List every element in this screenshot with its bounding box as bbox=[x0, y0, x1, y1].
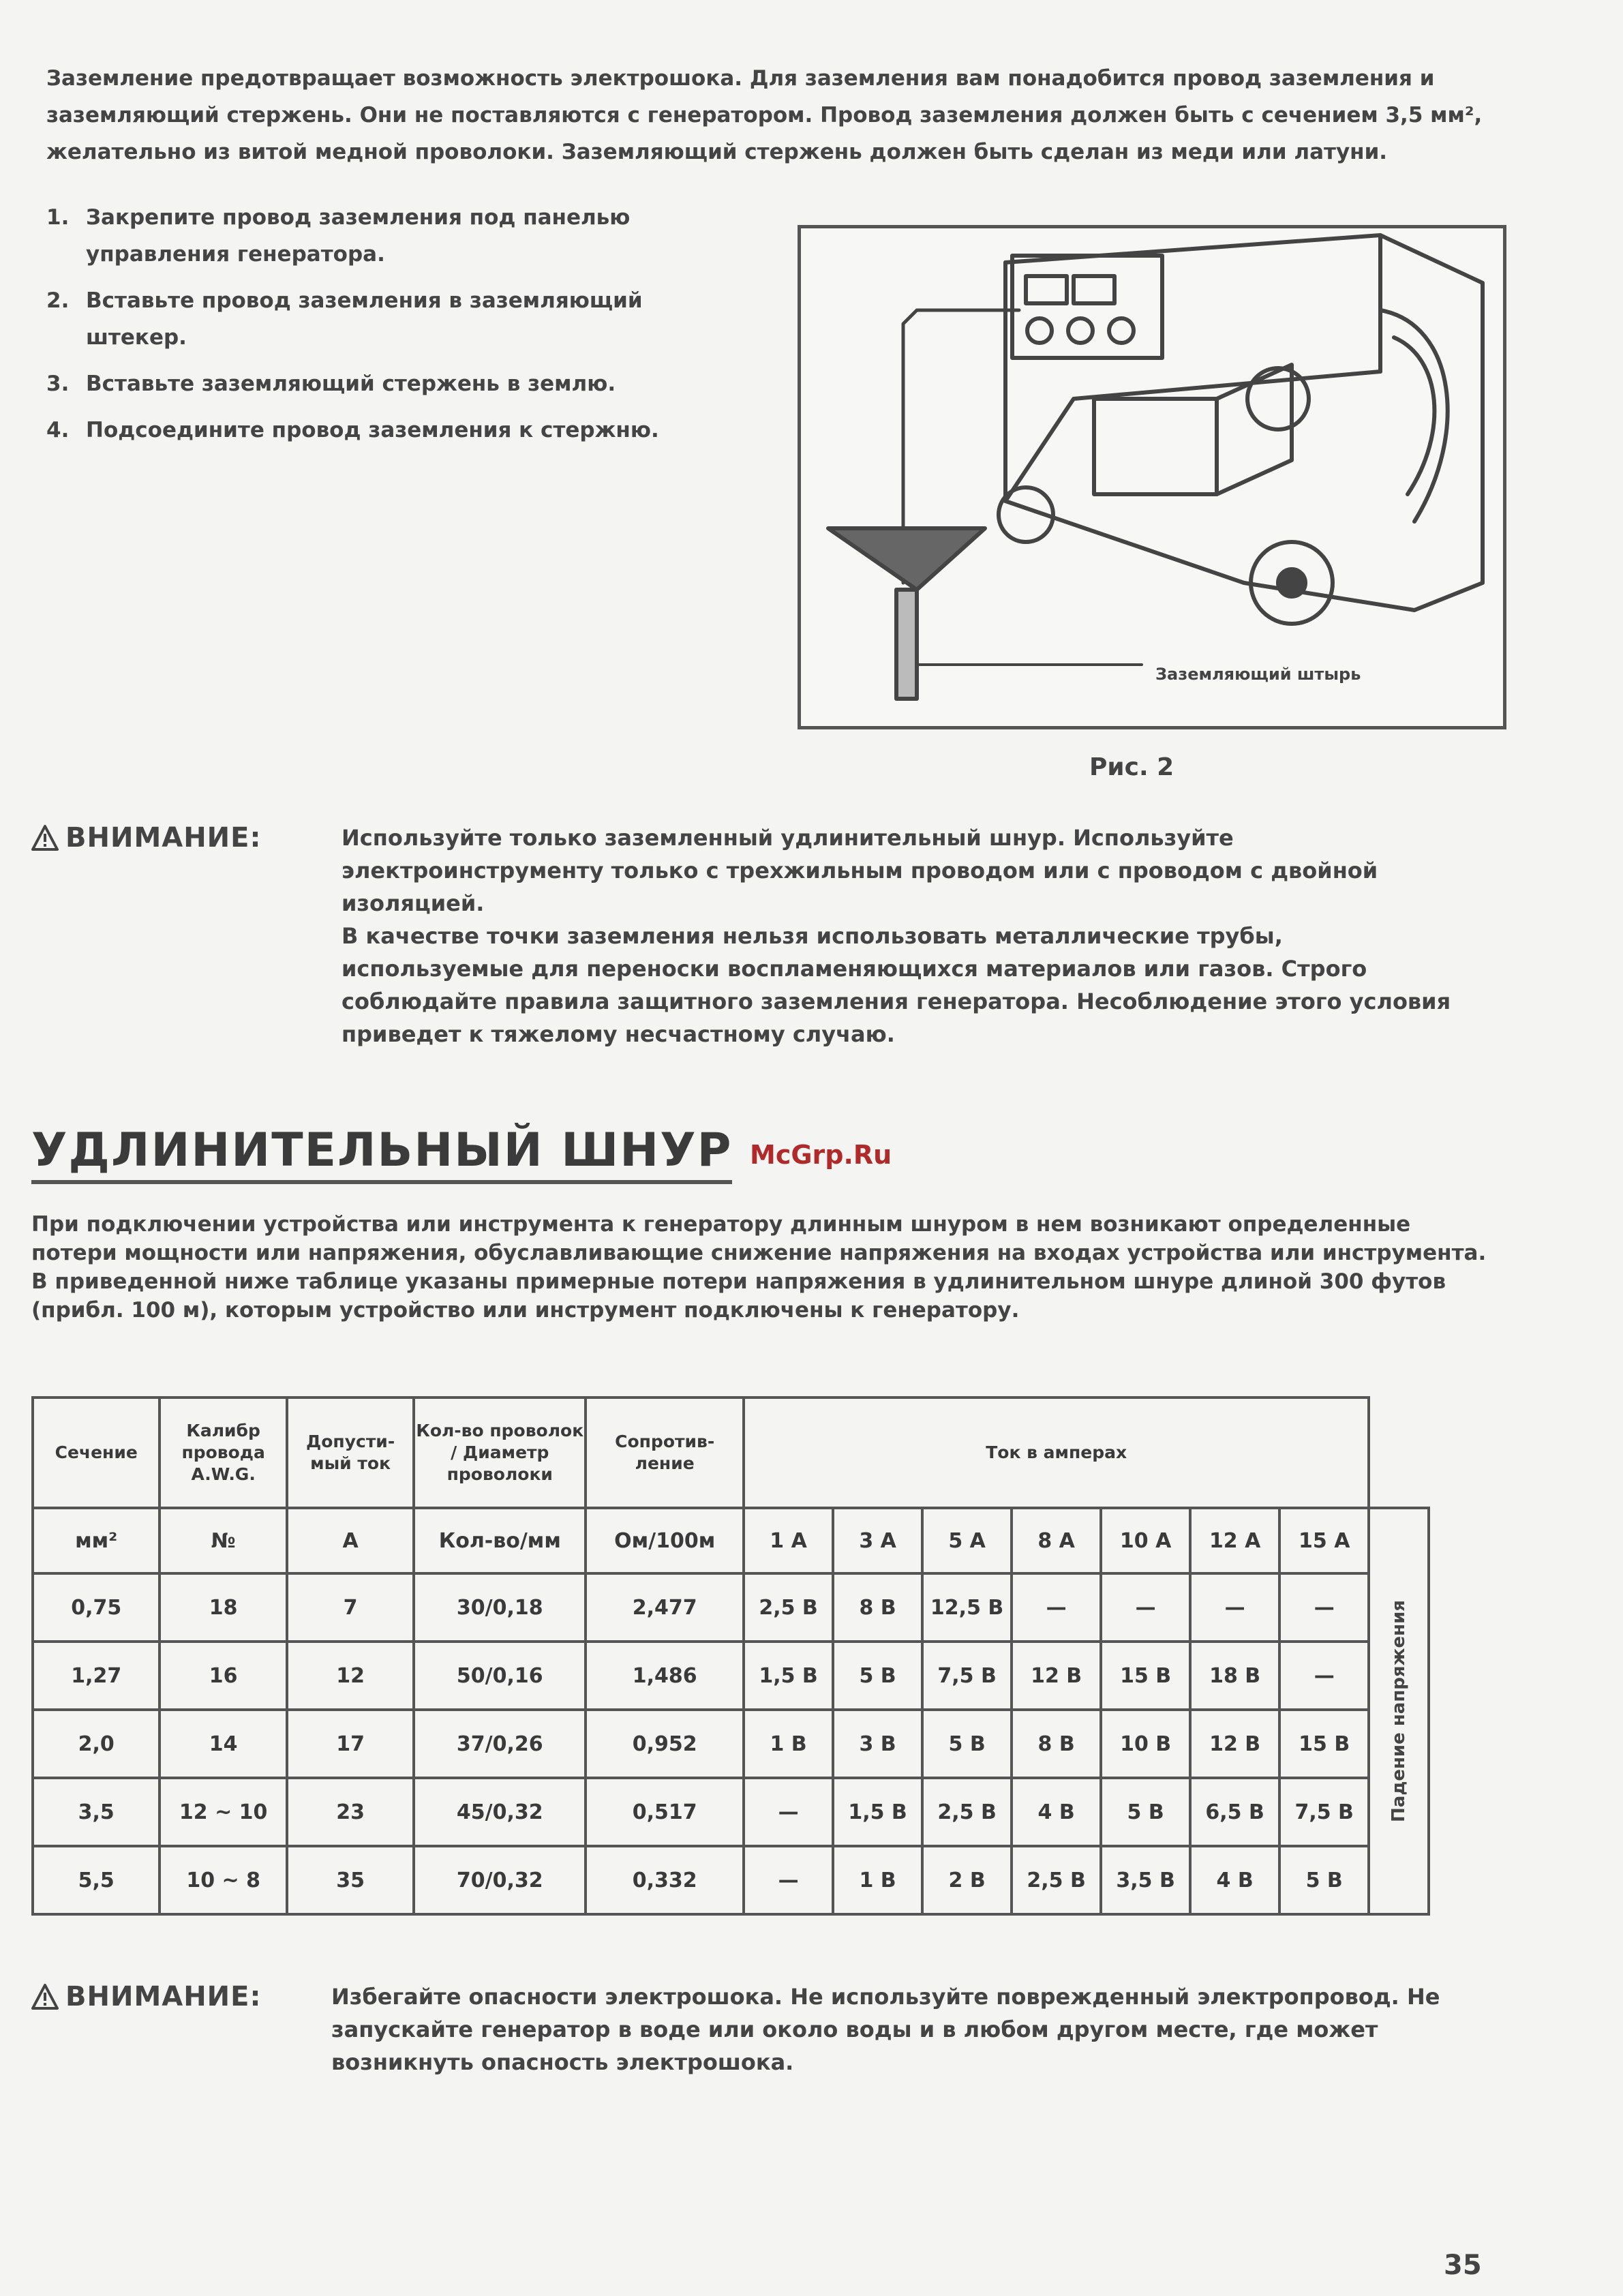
table-cell: 7,5 В bbox=[922, 1642, 1012, 1710]
table-cell: 0,952 bbox=[586, 1710, 744, 1778]
table-cell: 0,517 bbox=[586, 1778, 744, 1846]
table-cell: 17 bbox=[287, 1710, 414, 1778]
table-row bbox=[33, 1573, 1429, 1642]
table-cell: 23 bbox=[287, 1778, 414, 1846]
table-cell: 0,75 bbox=[33, 1573, 160, 1642]
table-cell: 5 В bbox=[1101, 1778, 1190, 1846]
table-cell: 6,5 В bbox=[1190, 1778, 1279, 1846]
table-cell: — bbox=[744, 1778, 833, 1846]
table-spacer bbox=[1369, 1398, 1429, 1508]
table-cell: 5,5 bbox=[33, 1846, 160, 1914]
unit-cell: 10 А bbox=[1101, 1508, 1190, 1573]
warning-heading-text: ВНИМАНИЕ: bbox=[65, 1981, 262, 2012]
table-cell: 70/0,32 bbox=[414, 1846, 586, 1914]
table-cell: 15 В bbox=[1101, 1642, 1190, 1710]
step-number: 1. bbox=[46, 205, 70, 230]
table-cell: 2 В bbox=[922, 1846, 1012, 1914]
table-cell: 50/0,16 bbox=[414, 1642, 586, 1710]
table-row bbox=[33, 1846, 1429, 1914]
paragraph: При подключении устройства или инструмента к генератору длинным шнуром в нем возникают определенные потери мощности или напряжения, обуславливающие снижение напряжения на входах устройства или инструмента. bbox=[31, 1212, 1487, 1265]
unit-cell: 1 А bbox=[744, 1508, 833, 1573]
table-cell: 2,0 bbox=[33, 1710, 160, 1778]
table-cell: 1,5 В bbox=[833, 1778, 922, 1846]
ground-rod-label: Заземляющий штырь bbox=[1155, 665, 1361, 684]
column-header: Допусти-мый ток bbox=[287, 1398, 414, 1508]
warning-text: В качестве точки заземления нельзя использовать металлические трубы, используемые для переноски воспламеняющихся материалов или газов. Строго соблюдайте правила защитного заземления генератора. Несоблюдение этого условия приведет к тяжелому несчастному случаю. bbox=[342, 923, 1451, 1047]
table-cell: 1 В bbox=[833, 1846, 922, 1914]
warning-heading bbox=[31, 1980, 331, 2079]
table-cell: 10 ~ 8 bbox=[160, 1846, 286, 1914]
unit-cell: мм² bbox=[33, 1508, 160, 1573]
list-item bbox=[46, 282, 728, 356]
unit-cell: 3 А bbox=[833, 1508, 922, 1573]
unit-cell: 5 А bbox=[922, 1508, 1012, 1573]
table-cell: 5 В bbox=[833, 1642, 922, 1710]
table-cell: 18 В bbox=[1190, 1642, 1279, 1710]
list-item bbox=[46, 365, 728, 402]
table-cell: 2,5 В bbox=[744, 1573, 833, 1642]
table-row bbox=[33, 1778, 1429, 1846]
column-header: Кол-во проволок / Диаметр проволоки bbox=[414, 1398, 586, 1508]
table-cell: 12 В bbox=[1190, 1710, 1279, 1778]
table-cell: 5 В bbox=[1279, 1846, 1369, 1914]
watermark-text: McGrp.Ru bbox=[750, 1140, 892, 1170]
warning-triangle-icon bbox=[31, 824, 59, 851]
table-cell: 15 В bbox=[1279, 1710, 1369, 1778]
table-row bbox=[33, 1642, 1429, 1710]
column-header: Ток в амперах bbox=[744, 1398, 1369, 1508]
table-cell: 4 В bbox=[1190, 1846, 1279, 1914]
warning-text: Используйте только заземленный удлинительный шнур. Используйте электроинструменту только с трехжильным проводом или с проводом с двойной изоляцией. bbox=[342, 825, 1378, 916]
table-cell: — bbox=[1279, 1642, 1369, 1710]
warning-heading bbox=[31, 821, 342, 1051]
table-cell: — bbox=[1190, 1573, 1279, 1642]
step-text: Вставьте провод заземления в заземляющий штекер. bbox=[86, 288, 643, 350]
warning-triangle-icon bbox=[31, 1983, 59, 2010]
table-units-row bbox=[33, 1508, 1429, 1573]
table-cell: 1,5 В bbox=[744, 1642, 833, 1710]
column-header: Сечение bbox=[33, 1398, 160, 1508]
table-cell: 1,27 bbox=[33, 1642, 160, 1710]
side-label-cell bbox=[1369, 1508, 1429, 1914]
grounding-steps bbox=[46, 199, 728, 458]
warning-block-1 bbox=[31, 821, 1470, 1051]
side-label: Падение напряжения bbox=[1389, 1600, 1410, 1822]
table-cell: — bbox=[1012, 1573, 1101, 1642]
table-cell: 8 В bbox=[833, 1573, 922, 1642]
table-cell: 14 bbox=[160, 1710, 286, 1778]
figure-caption: Рис. 2 bbox=[1089, 753, 1174, 781]
table-cell: — bbox=[1279, 1573, 1369, 1642]
extension-intro bbox=[31, 1210, 1497, 1325]
page-number: 35 bbox=[1444, 2250, 1482, 2281]
table-row bbox=[33, 1710, 1429, 1778]
list-item bbox=[46, 199, 728, 273]
list-item bbox=[46, 412, 728, 449]
table-cell: 30/0,18 bbox=[414, 1573, 586, 1642]
table-cell: 12 bbox=[287, 1642, 414, 1710]
table-cell: 4 В bbox=[1012, 1778, 1101, 1846]
table-cell: 3,5 В bbox=[1101, 1846, 1190, 1914]
table-cell: 7 bbox=[287, 1573, 414, 1642]
table-cell: 35 bbox=[287, 1846, 414, 1914]
table-cell: 2,477 bbox=[586, 1573, 744, 1642]
unit-cell: Ом/100м bbox=[586, 1508, 744, 1573]
warning-block-2 bbox=[31, 1980, 1483, 2079]
step-text: Подсоедините провод заземления к стержню. bbox=[86, 418, 659, 442]
table-cell: 10 В bbox=[1101, 1710, 1190, 1778]
section-title: УДЛИНИТЕЛЬНЫЙ ШНУР bbox=[31, 1123, 732, 1184]
table-cell: 12 ~ 10 bbox=[160, 1778, 286, 1846]
step-text: Закрепите провод заземления под панелью управления генератора. bbox=[86, 205, 631, 267]
paragraph: В приведенной ниже таблице указаны примерные потери напряжения в удлинительном шнуре длиной 300 футов (прибл. 100 м), которым устройство или инструмент подключены к генератору. bbox=[31, 1269, 1446, 1323]
table-cell: 18 bbox=[160, 1573, 286, 1642]
step-number: 4. bbox=[46, 418, 70, 442]
table-cell: — bbox=[744, 1846, 833, 1914]
table-cell: 3,5 bbox=[33, 1778, 160, 1846]
table-cell: 2,5 В bbox=[1012, 1846, 1101, 1914]
table-cell: 2,5 В bbox=[922, 1778, 1012, 1846]
table-cell: 3 В bbox=[833, 1710, 922, 1778]
table-cell: 5 В bbox=[922, 1710, 1012, 1778]
grounding-intro: Заземление предотвращает возможность электрошока. Для заземления вам понадобится провод заземления и заземляющий стержень. Они не поставляются с генератором. Провод заземления должен быть с сечением 3,5 мм², желательно из витой медной проволоки. Заземляющий стержень должен быть сделан из меди или латуни. bbox=[46, 66, 1483, 164]
generator-grounding-figure bbox=[798, 225, 1506, 729]
table-cell: 7,5 В bbox=[1279, 1778, 1369, 1846]
table-cell: — bbox=[1101, 1573, 1190, 1642]
warning-body bbox=[342, 821, 1470, 1051]
unit-cell: Кол-во/мм bbox=[414, 1508, 586, 1573]
column-header: Калибр провода A.W.G. bbox=[160, 1398, 286, 1508]
warning-text: Избегайте опасности электрошока. Не используйте поврежденный электропровод. Не запускайте генератор в воде или около воды и в любом другом месте, где может возникнуть опасность электрошока. bbox=[331, 1984, 1440, 2075]
table-cell: 12,5 В bbox=[922, 1573, 1012, 1642]
unit-cell: № bbox=[160, 1508, 286, 1573]
warning-heading-text: ВНИМАНИЕ: bbox=[65, 822, 262, 854]
table-cell: 37/0,26 bbox=[414, 1710, 586, 1778]
table-cell: 16 bbox=[160, 1642, 286, 1710]
step-number: 2. bbox=[46, 288, 70, 313]
table-cell: 0,332 bbox=[586, 1846, 744, 1914]
generator-illustration bbox=[801, 228, 1503, 726]
table-header-row bbox=[33, 1398, 1429, 1508]
table-cell: 12 В bbox=[1012, 1642, 1101, 1710]
step-text: Вставьте заземляющий стержень в землю. bbox=[86, 372, 616, 396]
table-cell: 1,486 bbox=[586, 1642, 744, 1710]
table-cell: 45/0,32 bbox=[414, 1778, 586, 1846]
unit-cell: 8 А bbox=[1012, 1508, 1101, 1573]
unit-cell: А bbox=[287, 1508, 414, 1573]
table-cell: 8 В bbox=[1012, 1710, 1101, 1778]
step-number: 3. bbox=[46, 372, 70, 396]
voltage-loss-table bbox=[31, 1396, 1430, 1916]
unit-cell: 12 А bbox=[1190, 1508, 1279, 1573]
column-header: Сопротив-ление bbox=[586, 1398, 744, 1508]
table-cell: 1 В bbox=[744, 1710, 833, 1778]
unit-cell: 15 А bbox=[1279, 1508, 1369, 1573]
